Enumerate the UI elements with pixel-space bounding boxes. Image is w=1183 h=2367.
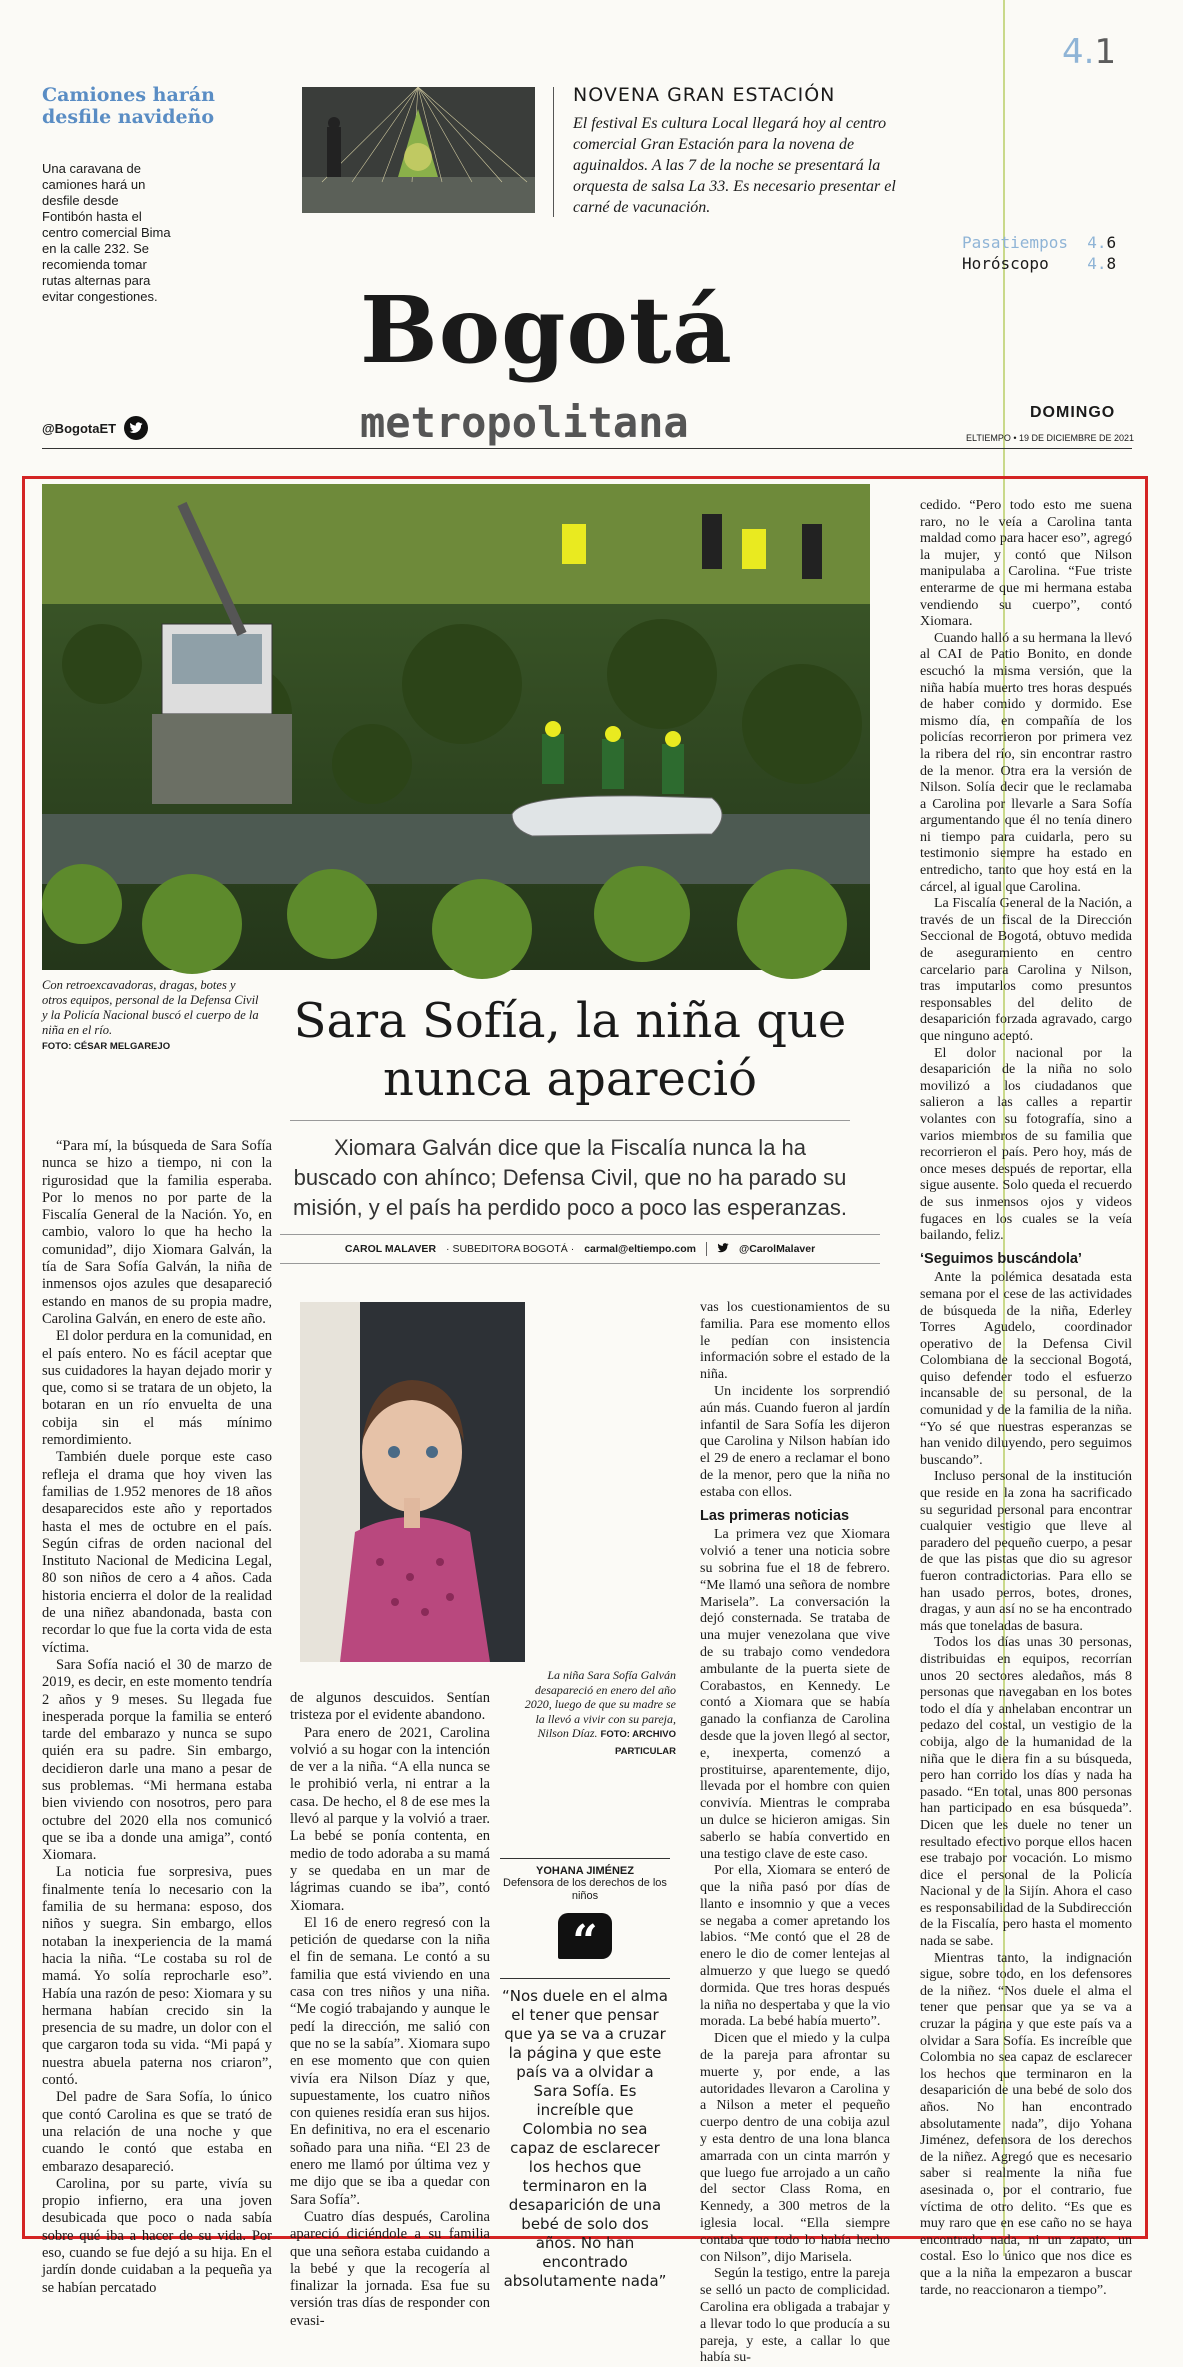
paragraph: Según la testigo, entre la pareja se selló un pacto de complicidad. Carolina era obligada a trabajar y a llevar todo lo que producía a su pareja, y este, a callar lo que había su-	[700, 2266, 890, 2366]
divider-line	[553, 87, 554, 217]
photo-caption: Con retroexcavadoras, dragas, botes y otros equipos, personal de la Defensa Civil y la Policía Nacional buscó el cuerpo de la niña en el río. FOTO: CÉSAR MELGAREJO	[42, 978, 259, 1052]
byline-twitter[interactable]: @CarolMalaver	[738, 1243, 816, 1255]
girl-photo-caption: La niña Sara Sofía Galván desapareció en enero del año 2020, luego de que su madre se la llevó a vivir con su pareja, Nilson Díaz. FOTO: ARCHIVO PARTICULAR	[524, 1668, 676, 1757]
novena-photo	[302, 87, 535, 213]
paragraph: El 16 de enero regresó con la petición de quedarse con la niña el fin de semana. Le contó a su familia que está viviendo en una casa con tres niños y una niña. “Me cogió trabajando y aunque le pedí la dirección, me salió con que no se la sabía”. Xiomara supo en ese momento que con quien vivía era Nilson Díaz y que, supuestamente, los cuatro niños con quienes residía eran sus hijos. En definitiva, no era el escenario soñado para una niña. “El 23 de enero me llamó por última vez y me dijo que se iba a quedar con Sara Sofía”.	[290, 1914, 490, 2208]
girl-photo	[300, 1302, 525, 1662]
paragraph: Para enero de 2021, Carolina volvió a su hogar con la intención de ver a la niña. “A ella nunca se le prohibió verla, ni entrar a la casa. De hecho, el 8 de ese mes la llevó al parque y la volvió a traer. La bebé se ponía contenta, en medio de todo adoraba a su mamá y se quedaba en un mar de lágrimas cuando se iba”, contó Xiomara.	[290, 1724, 490, 1914]
masthead-title: Bogotá	[360, 276, 733, 384]
paragraph: Carolina, por su parte, vivía su propio infierno, era una joven desubicada que poco o nada sabía sobre qué iba a hacer de su vida. Por eso, cuando se fue dejó a su hija. En el jardín donde cuidaban a la pequeña ya se habían percatado	[42, 2175, 272, 2296]
twitter-handle[interactable]	[42, 416, 148, 440]
pull-quote-box	[500, 1858, 670, 1969]
paragraph: Un incidente los sorprendió aún más. Cuando fueron al jardín infantil de Sara Sofía les dijeron que Carolina y Nilson habían ido el 29 de enero a reclamar el bono de la menor, pero que la niña no estaba con ellos.	[700, 1383, 890, 1500]
quote-icon: “	[558, 1913, 612, 1959]
paragraph: El dolor perdura en la comunidad, en el país entero. No es fácil aceptar que sus cuidadores la hayan dejado morir y que, como si se tratara de un objeto, la botaran en un río envuelta de una cobija sin el más mínimo remordimiento.	[42, 1328, 272, 1449]
index-item[interactable]: Horóscopo 4.8	[962, 254, 1117, 273]
summary-rule	[290, 1120, 850, 1121]
paragraph: Sara Sofía nació el 30 de marzo de 2019, es decir, en este momento tendría 2 años y 9 meses. Su llegada fue inesperada porque la familia se enteró tarde del embarazo y nunca se supo quién era su padre. Sin embargo, decidieron darle una mano a pesar de sus problemas. “Mi hermana estaba bien viviendo con nosotros, pero para octubre del 2020 ella nos comunicó que se iba a donde una amiga”, contó Xiomara.	[42, 1656, 272, 1864]
article-summary: Xiomara Galván dice que la Fiscalía nunca la ha buscado con ahínco; Defensa Civil, que no ha parado su misión, y el país ha perdido poco a poco las esperanzas.	[293, 1135, 847, 1220]
paragraph: Todos los días unas 30 personas, distribuidas en equipos, recorrían unos 20 sectores aledaños, más 8 personas que navegaban en los botes todo el día y anhelaban encontrar un pedazo del costal, un vestigio de la cobija, algo de la humanidad de la niña que le diera fin a su búsqueda, pero han corrido los días y nada ha pasado. “En total, unas 800 personas han participado en esa búsqueda”. Dicen que les duele no tener un resultado efectivo porque ellos hacen ese trabajo por vocación. Lo mismo dice el personal de la Policía Nacional y de la Sijín. Ahora el caso es responsabilidad de la Subdirección de la Fiscalía, pero hasta el momento nada se sabe.	[920, 1635, 1132, 1950]
subhead-primeras-noticias: Las primeras noticias	[700, 1507, 850, 1524]
paragraph: Ante la polémica desatada esta semana por el cese de las actividades de búsqueda de la niña, Ederley Torres Agudelo, coordinador operativo de la Defensa Civil Colombiana de la seccional Bogotá, quiso defender todo el esfuerzo incansable de su personal, de la comunidad y de la familia de la niña. “Yo sé que nuestras esperanzas se han venido diluyendo, pero seguimos buscando”.	[920, 1270, 1132, 1468]
article-headline: Sara Sofía, la niña que nunca apareció	[293, 993, 847, 1107]
paragraph: de algunos descuidos. Sentían tristeza por el evidente abandono.	[290, 1690, 490, 1724]
masthead-subtitle: metropolitana	[360, 398, 689, 447]
dateline: ELTIEMPO • 19 DE DICIEMBRE DE 2021	[966, 433, 1135, 443]
twitter-icon	[124, 416, 148, 440]
article-column-4	[920, 498, 1132, 2299]
paragraph: cedido. “Pero todo esto me suena raro, no le veía a Carolina tanta maldad como para hacer eso”, agregó la mujer, y contó que Nilson manipulaba a Carolina. “Fue triste enterarme de que mi hermana estaba vendiendo su cuerpo”, contó Xiomara.	[920, 498, 1132, 630]
paragraph: “Para mí, la búsqueda de Sara Sofía nunca se hizo a tiempo, ni con la rigurosidad que la familia esperaba. Por lo menos no por parte de la Fiscalía General de la Nación. Yo, en cambio, valoro lo que ha hecho la comunidad”, dijo Xiomara Galván, la tía de Sara Sofía Galván, la niña de inmensos ojos azules que desapareció estando en manos de su propia madre, Carolina Galván, en enero de este año.	[42, 1138, 272, 1327]
pull-quote-text: “Nos duele en el alma el tener que pensar que ya se va a cruzar la página y que este país va a olvidar a Sara Sofía. Es increíble que Colombia no sea capaz de esclarecer los hechos que terminaron en la desaparición de una bebé de solo dos años. No han encontrado absolutamente nada”	[500, 1978, 670, 2291]
paragraph: También duele porque este caso refleja el drama que hoy viven las familias de 1.952 menores de 18 años desaparecidos este año y reportados hasta el mes de octubre en el país. Según cifras de orden nacional del Instituto Nacional de Medicina Legal, 80 son niños de cero a 4 años. Cada historia encierra el dolor de la realidad de una niñez abandonada, basta con recordar lo que fue la corta vida de esta víctima.	[42, 1449, 272, 1656]
girl-photo-credit: FOTO: ARCHIVO PARTICULAR	[600, 1729, 676, 1757]
novena-body: El festival Es cultura Local llegará hoy al centro comercial Gran Estación para la novena de aguinaldos. A las 7 de la noche se presentará la orquesta de salsa La 33. Es necesario presentar el carné de vacunación.	[573, 115, 896, 216]
paragraph: Por ella, Xiomara se enteró de que la niña pasó por días de llanto e insomnio y que a veces se negaba a comer apretando los labios. “Me contó que el 28 de enero le dio de comer lentejas al almuerzo y que luego se quedó dormida. Que tres horas después la niña no despertaba y que la vio morada. La bebé había muerto”.	[700, 1863, 890, 2030]
byline-role: · SUBEDITORA BOGOTÁ ·	[446, 1243, 575, 1255]
paragraph: Dicen que el miedo y la culpa de la pareja para afrontar su muerte y, por ende, a las autoridades llevaron a Carolina y a Nilson a meter el pequeño cuerpo dentro de una cobija azul y esta dentro de una lona blanca amarrada con un cinta marrón y que luego fue arrojado a un caño del sector Class Roma, en Kennedy, a 300 metros de la iglesia local. “Ella siempre contaba que todo lo había hecho con Nilson”, dijo Marisela.	[700, 2031, 890, 2265]
paragraph: La Fiscalía General de la Nación, a través de un fiscal de la Dirección Seccional de Bogotá, obtuvo medida de aseguramiento en centro carcelario para Carolina y Nilson, tras imputarlos como presuntos responsables del delito de desaparición forzada agravado, cargo que ninguno aceptó.	[920, 896, 1132, 1044]
byline-email[interactable]: carmal@eltiempo.com	[584, 1243, 696, 1255]
novena-title: NOVENA GRAN ESTACIÓN	[573, 84, 836, 106]
page-index	[962, 232, 1116, 274]
byline	[280, 1234, 880, 1264]
paragraph: Cuatro días después, Carolina apareció diciéndole a su familia que una señora estaba cuidando a la bebé y que la recogería al finalizar la jornada. Esa fue su versión tras días de responder con evasi-	[290, 2208, 490, 2329]
day-label: DOMINGO	[1030, 404, 1116, 421]
article-column-1	[42, 1138, 272, 2297]
page-number: 4.1	[1062, 32, 1117, 72]
rescue-photo	[42, 484, 870, 970]
paragraph: La primera vez que Xiomara volvió a tener una noticia sobre su sobrina fue el 18 de febrero. “Me llamó una señora de nombre Marisela”. La conversación la dejó consternada. Se trataba de una mujer venezolana que vive de su trabajo como vendedora ambulante de la puerta siete de Corabastos, en Kennedy. Le contó a Xiomara que se había ganado la confianza de Carolina desde que la joven llegó al sector, e, inexperta, comenzó a prostituirse, aparentemente, dijo, llevada por el hombre con quien convivía. Mientras le compraba un dulce se hicieron amigas. Sin saberlo se había convertido en una testigo clave de este caso.	[700, 1527, 890, 1862]
twitter-icon	[717, 1243, 729, 1256]
brief-body: Una caravana de camiones hará un desfile desde Fontibón hasta el centro comercial Bima en la calle 232. Se recomienda tomar rutas alternas para evitar congestiones.	[42, 161, 171, 304]
paragraph: La noticia fue sorpresiva, pues finalmente tenía lo necesario con la familia de su hermana: esposo, dos niños y suegra. Sin embargo, ellos notaban la inexperiencia de la mamá hacia la niña. “Le costaba su rol de mamá. Yo solía reprocharle eso”. Había una razón de peso: Xiomara y su hermana habían crecido sin la presencia de su madre, un dolor con el que cargaron toda su vida. “Mi papá y nuestra abuela paterna nos criaron”, contó.	[42, 1864, 272, 2089]
handle-text: @BogotaET	[42, 420, 117, 436]
header-rule	[42, 448, 1132, 449]
brief-title: Camiones harán desfile navideño	[42, 84, 215, 128]
paragraph: Del padre de Sara Sofía, lo único que contó Carolina es que se trató de una relación de una noche y que cuando le contó que estaba en embarazo desapareció.	[42, 2089, 272, 2175]
article-column-2	[290, 1690, 490, 2330]
paragraph: Incluso personal de la institución que reside en la zona ha sacrificado su seguridad personal para encontrar cualquier vestigio que lleve al paradero del pequeño cuerpo, a pesar de que las pistas que dio su agresor fueron contradictorias. Para ello se han usado perros, botes, drones, dragas, y aun así no se ha encontrado más que toneladas de basura.	[920, 1469, 1132, 1634]
paragraph: vas los cuestionamientos de su familia. Para ese momento ellos le pedían con insistencia información sobre el estado de la niña.	[700, 1300, 890, 1383]
byline-author: CAROL MALAVER	[344, 1243, 437, 1255]
article-column-3	[700, 1300, 890, 2367]
paragraph: El dolor nacional por la desaparición de la niña no solo movilizó a los ciudadanos que salieron a las calles a repartir volantes con su fotografía, sino a varios miembros de su familia que recorrieron el país. Pero hoy, más de once meses después de reportar, ella sigue ausente. Solo queda el recuerdo de sus inmensos ojos y videos fugaces en los cuales se la veía bailando, feliz.	[920, 1045, 1132, 1244]
pull-quote-role: Defensora de los derechos de los niños	[503, 1877, 667, 1902]
paragraph: Mientras tanto, la indignación sigue, sobre todo, en los defensores de la niñez. “Nos duele el alma el tener que pensar que ya se va a cruzar la página y que este país va a olvidar a Sara Sofía. Es increíble que Colombia no sea capaz de esclarecer los hechos que terminaron en la desaparición de una bebé de solo dos años. No han encontrado absolutamente nada”, dijo Yohana Jiménez, defensora de los derechos de la niñez. Agregó que es necesario saber si realmente la niña fue asesinada o, por el contrario, fue víctima de otro delito. “Es que es muy raro que en ese caño no se haya encontrado nada, ni un zapato, un costal. Eso lo único que nos dice es que a la niña la empezaron a buscar tarde, no reaccionaron a tiempo”.	[920, 1950, 1132, 2298]
paragraph: Cuando halló a su hermana la llevó al CAI de Patio Bonito, en donde escuchó la misma versión, que la niña había muerto tres horas después de haber comido y dormido. Ese mismo día, en compañía de los policías recorrieron por primera vez la ribera del río, sin encontrar rastro de la menor. Otra era la versión de Nilson. Solía decir que le reclamaba a Carolina por llevarle a Sara Sofía argumentando que él no tenía dinero ni tiempo para cuidarla, pero su testimonio siempre ha estado en entredicho, tanto que hoy está en la cárcel, al igual que Carolina.	[920, 630, 1132, 895]
subhead-seguimos-buscandola: ‘Seguimos buscándola’	[920, 1250, 1082, 1267]
photo-credit: FOTO: CÉSAR MELGAREJO	[42, 1041, 171, 1052]
pull-quote-name: YOHANA JIMÉNEZ	[500, 1858, 670, 1877]
index-item[interactable]: Pasatiempos 4.6	[962, 233, 1117, 252]
